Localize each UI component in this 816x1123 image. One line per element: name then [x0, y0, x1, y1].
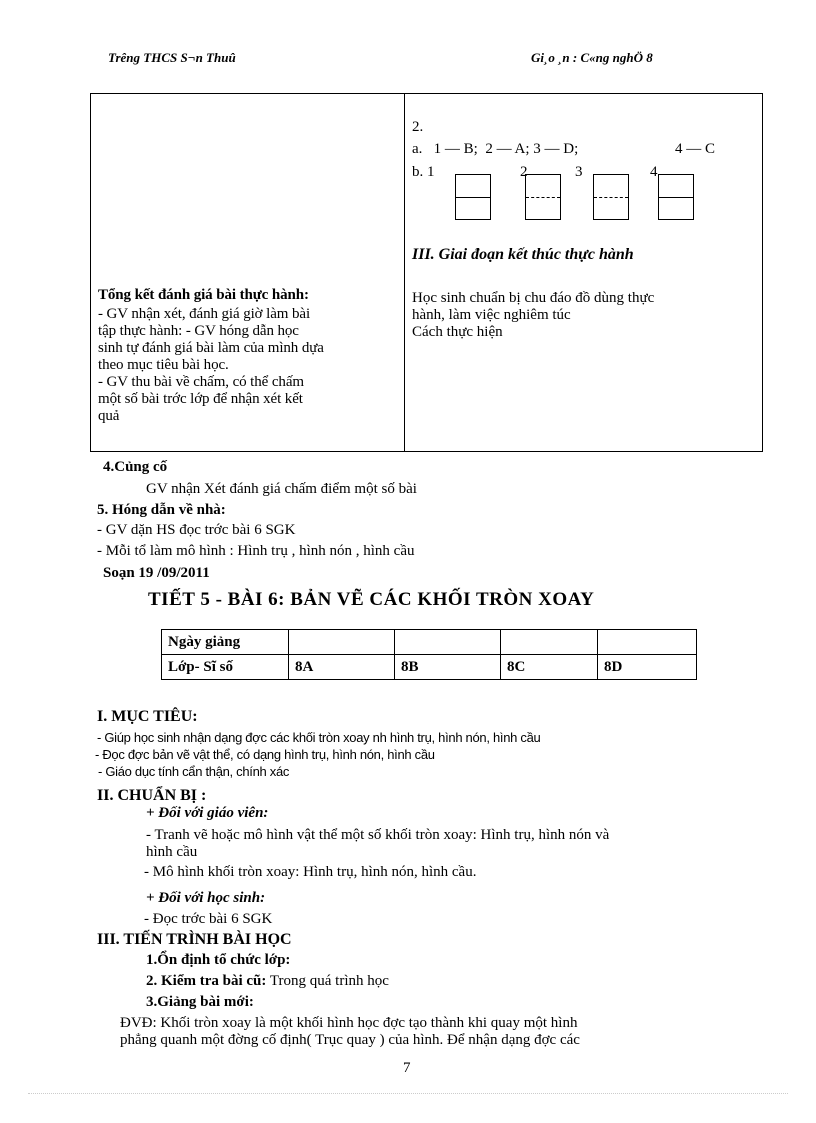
teacher-label: + Đối với giáo viên: [146, 805, 269, 821]
step-1: 1.Ổn định tổ chức lớp: [146, 952, 291, 968]
section-4-title: 4.Củng cố [103, 459, 168, 475]
preparation-title: II. CHUẨN BỊ : [97, 787, 207, 804]
schedule-table [161, 629, 697, 680]
right-cell [405, 94, 763, 452]
student-label: + Đối với học sinh: [146, 890, 266, 906]
stage-title: III. Giai đoạn kết thúc thực hành [412, 246, 634, 263]
view-box-3 [593, 174, 629, 220]
summary-line: tập thực hành: - GV hóng dẫn học [98, 323, 299, 339]
summary-line: - GV thu bài về chấm, có thể chấm [98, 374, 304, 390]
answer-b-num: 2 [520, 164, 528, 180]
schedule-label: Ngày giảng [162, 630, 289, 655]
schedule-cell: 8B [395, 655, 501, 680]
teacher-item: - Tranh vẽ hoặc mô hình vật thể một số khối tròn xoay: Hình trụ, hình nón và [146, 827, 610, 843]
step-2-text: Trong quá trình học [266, 973, 389, 989]
objectives-title: I. MỤC TIÊU: [97, 708, 198, 725]
objective-item: - Giúp học sinh nhận dạng đợc các khối tròn xoay nh hình trụ, hình nón, hình cầu [97, 730, 541, 745]
answer-b-num: 4 [650, 164, 658, 180]
schedule-cell [598, 630, 697, 655]
stage-line: Học sinh chuẩn bị chu đáo đồ dùng thực [412, 290, 655, 306]
section-5-item: - Mỗi tổ làm mô hình : Hình trụ , hình nón , hình cầu [97, 543, 415, 559]
footer-divider [28, 1093, 788, 1094]
page-number: 7 [403, 1060, 411, 1076]
schedule-cell [289, 630, 395, 655]
schedule-label: Lớp- Sĩ số [162, 655, 289, 680]
summary-title: Tổng kết đánh giá bài thực hành: [98, 287, 309, 303]
process-title: III. TIẾN TRÌNH BÀI HỌC [97, 931, 292, 948]
lesson-title: TIẾT 5 - BÀI 6: BẢN VẼ CÁC KHỐI TRÒN XOAY [148, 589, 595, 610]
teacher-item: hình cầu [146, 844, 198, 860]
stage-line: hành, làm việc nghiêm túc [412, 307, 571, 323]
summary-line: theo mục tiêu bài học. [98, 357, 229, 373]
answer-b-label: b. 1 [412, 164, 435, 180]
schedule-cell: 8A [289, 655, 395, 680]
summary-line: sinh tự đánh giá bài làm của mình dựa [98, 340, 324, 356]
step-2-label: 2. Kiểm tra bài cũ: [146, 973, 267, 989]
intro-line: ĐVĐ: Khối tròn xoay là một khối hình học đợc tạo thành khi quay một hình [120, 1015, 578, 1031]
intro-line: phẳng quanh một đờng cố định( Trục quay ) của hình. Để nhận dạng đợc các [120, 1032, 580, 1048]
schedule-cell [395, 630, 501, 655]
view-box-2 [525, 174, 561, 220]
view-box-1 [455, 174, 491, 220]
schedule-cell: 8C [501, 655, 598, 680]
section-5-item: - GV dặn HS đọc trớc bài 6 SGK [97, 522, 296, 538]
schedule-cell [501, 630, 598, 655]
prep-date: Soạn 19 /09/2011 [103, 565, 210, 581]
answer-number: 2. [412, 119, 424, 135]
summary-line: một số bài trớc lớp để nhận xét kết [98, 391, 303, 407]
schedule-cell: 8D [598, 655, 697, 680]
section-5-title: 5. Hóng dẫn về nhà: [97, 502, 226, 518]
answer-b-num: 3 [575, 164, 583, 180]
view-box-4 [658, 174, 694, 220]
objective-item: - Đọc đợc bản vẽ vật thể, có dạng hình trụ, hình nón, hình cầu [95, 747, 435, 762]
summary-line: - GV nhận xét, đánh giá giờ làm bài [98, 306, 311, 322]
teacher-item: - Mô hình khối tròn xoay: Hình trụ, hình nón, hình cầu. [144, 864, 477, 880]
answer-a-last: 4 — C [675, 141, 716, 157]
stage-line: Cách thực hiện [412, 324, 503, 340]
step-3: 3.Giảng bài mới: [146, 994, 254, 1010]
header-subject: Gi¸o ¸n : C«ng nghÖ 8 [531, 50, 653, 65]
section-4-text: GV nhận Xét đánh giá chấm điểm một số bài [146, 481, 417, 497]
objective-item: - Giáo dục tính cẩn thận, chính xác [98, 764, 290, 779]
answer-a: a. 1 — B; 2 — A; 3 — D; [412, 141, 579, 157]
activity-table [90, 93, 763, 452]
student-item: - Đọc trớc bài 6 SGK [144, 911, 273, 927]
left-cell [91, 94, 405, 452]
summary-line: quả [98, 408, 120, 424]
header-school: Trêng THCS S¬n Thuû [108, 50, 236, 65]
